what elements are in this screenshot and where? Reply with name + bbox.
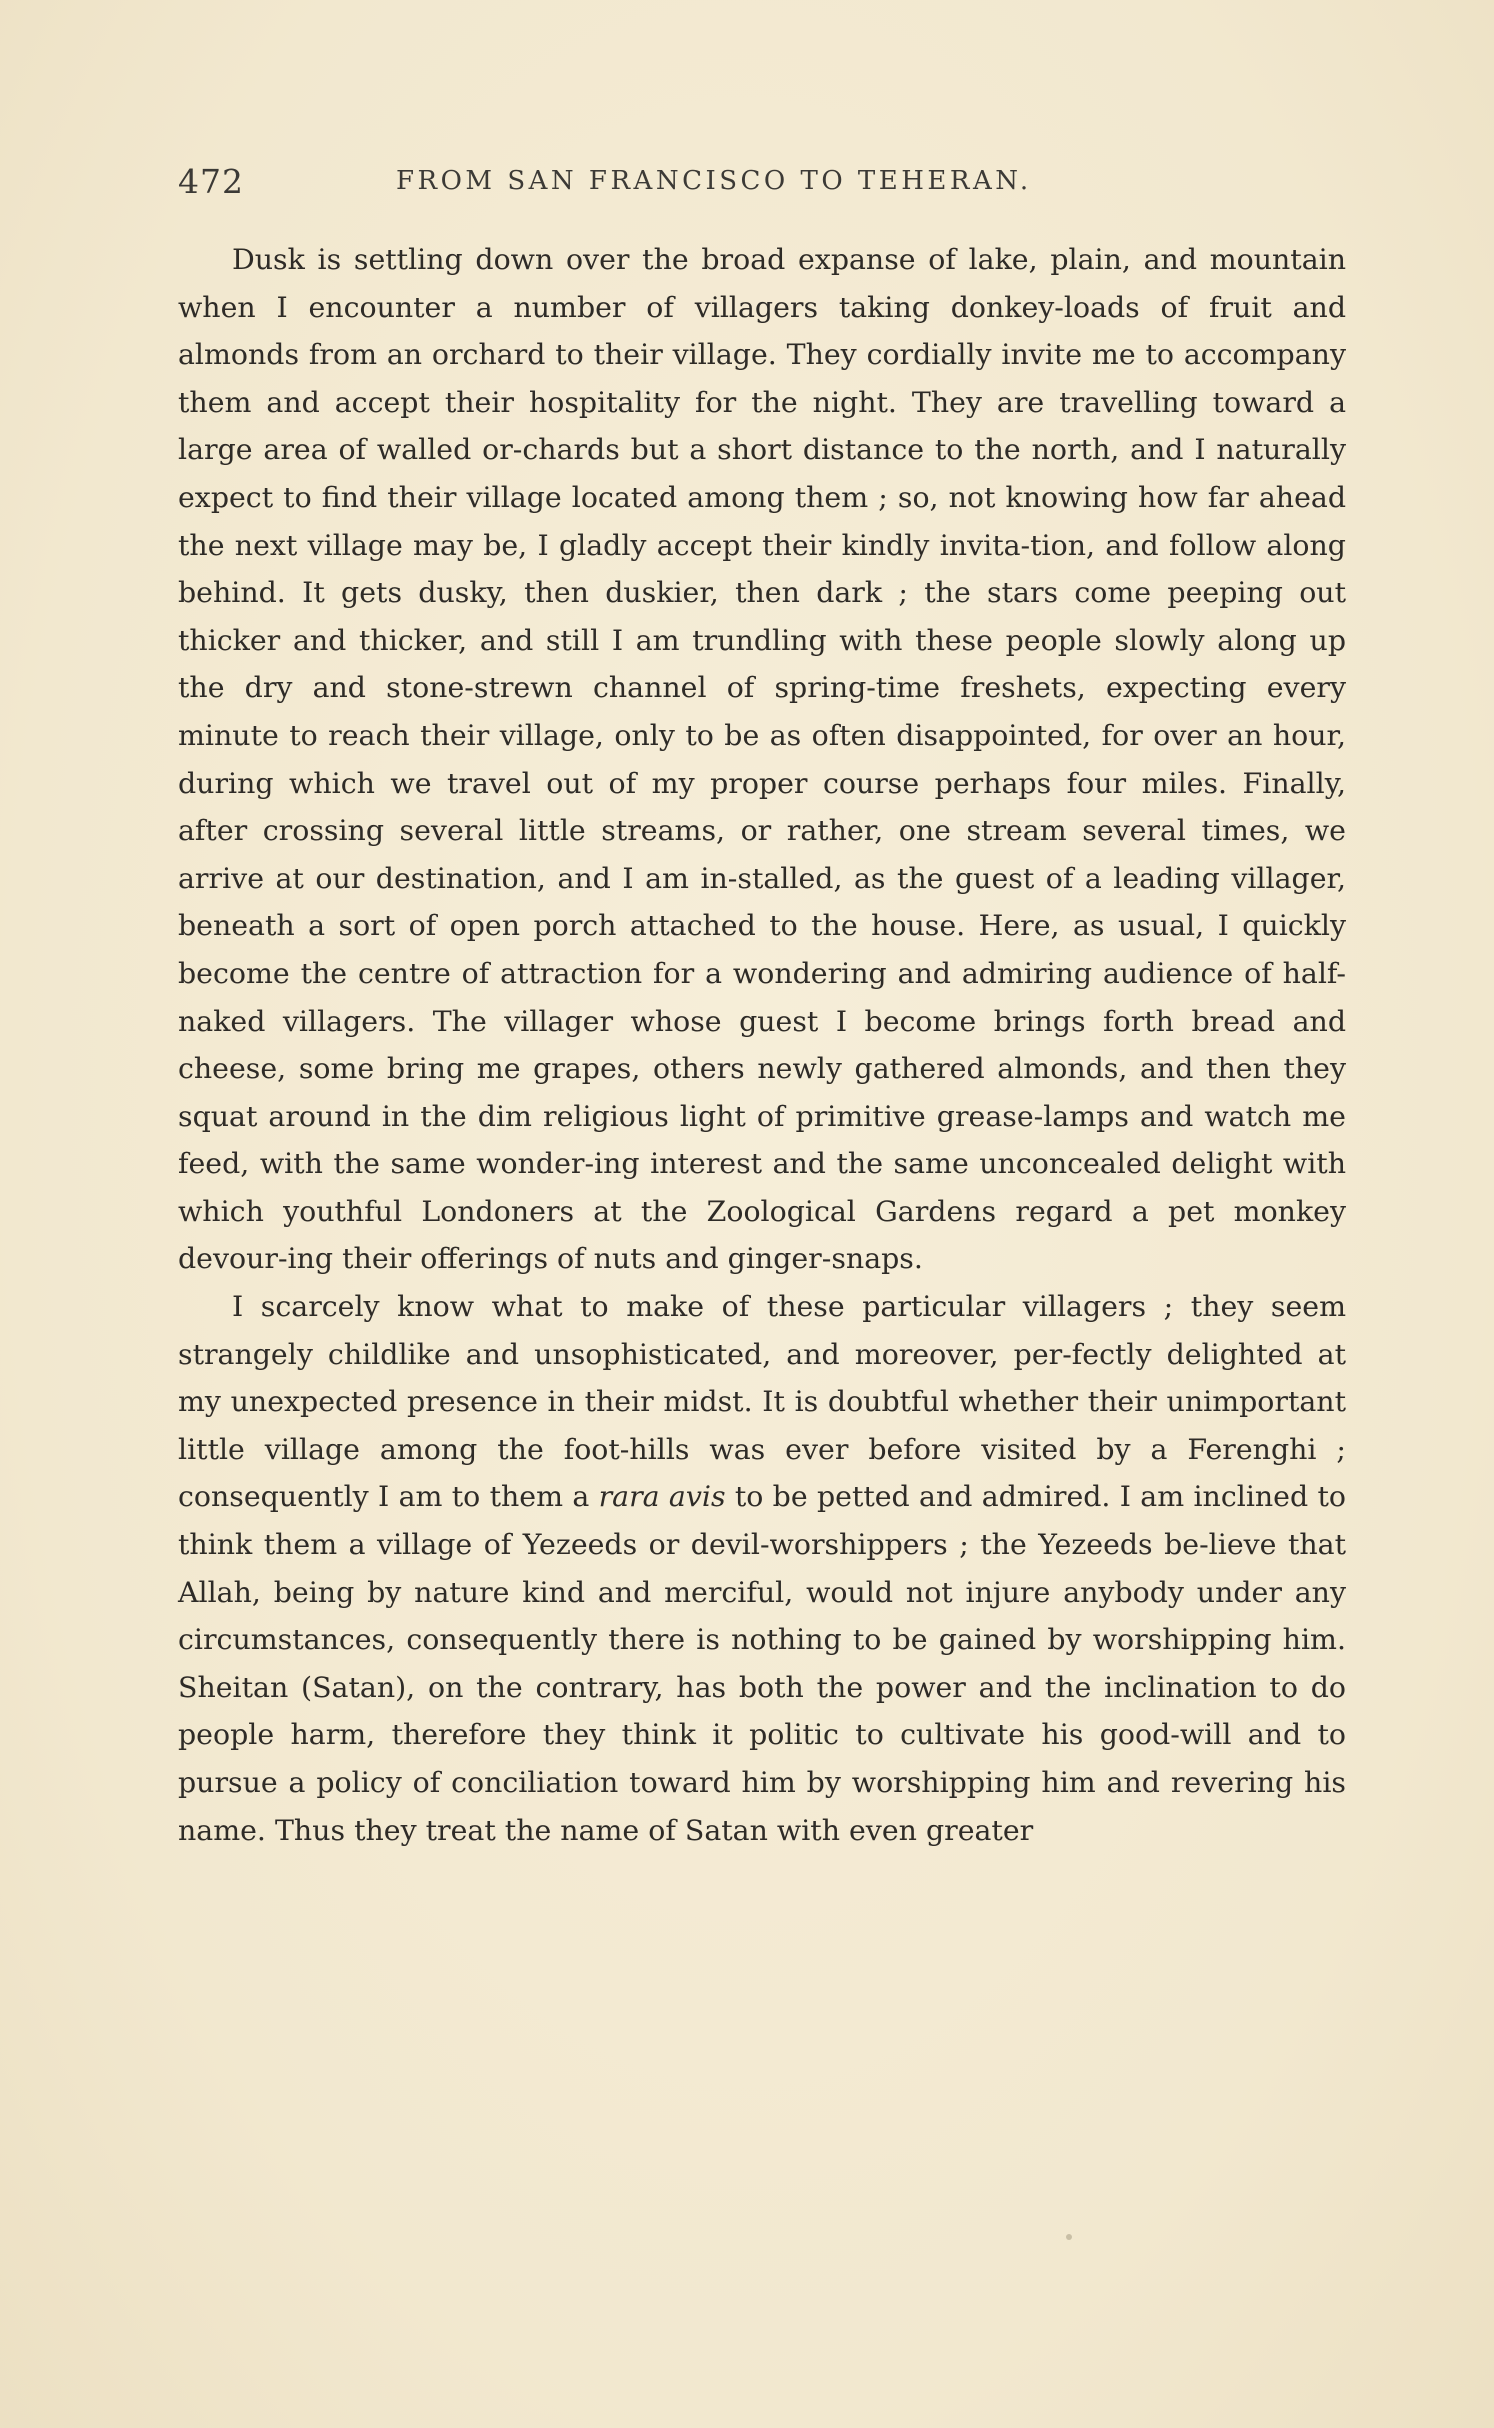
paragraph-text: to be petted and admired. I am inclined to think them a village of Yezeeds or devil-worshippers ; the Yezeeds be-lieve that Allah, being by nature kind and merciful, would not injure anybody under any circumstances, consequently there is nothing to be gained by worshipping him. Sheitan (Satan), on the contrary, has both the power and the inclination to do people harm, therefore they think it politic to cultivate his good-will and to pursue a policy of conciliation toward him by worshipping him and revering his name. Thus they treat the name of Satan with even greater [178,1480,1346,1847]
page-header [178,162,1358,208]
page-number: 472 [178,162,244,201]
italic-phrase: rara avis [598,1480,726,1514]
paper-speck [1066,2234,1072,2240]
paragraph-text: I scarcely know what to make of these particular villagers ; they seem strangely childlike and unsophisticated, and moreover, per-fectly delighted at my unexpected presence in their midst. It is doubtful whether their unimportant little village among the foot-hills was ever before visited by a Ferenghi ; consequently I am to them a [178,1290,1346,1514]
running-head: FROM SAN FRANCISCO TO TEHERAN. [396,166,1032,196]
paragraph: Dusk is settling down over the broad expanse of lake, plain, and mountain when I encounter a number of villagers taking donkey-loads of fruit and almonds from an orchard to their village. They cordially invite me to accompany them and accept their hospitality for the night. They are travelling toward a large area of walled or-chards but a short distance to the north, and I naturally expect to find their village located among them ; so, not knowing how far ahead the next village may be, I gladly accept their kindly invita-tion, and follow along behind. It gets dusky, then duskier, then dark ; the stars come peeping out thicker and thicker, and still I am trundling with these people slowly along up the dry and stone-strewn channel of spring-time freshets, expecting every minute to reach their village, only to be as often disappointed, for over an hour, during which we travel out of my proper course perhaps four miles. Finally, after crossing several little streams, or rather, one stream several times, we arrive at our destination, and I am in-stalled, as the guest of a leading villager, beneath a sort of open porch attached to the house. Here, as usual, I quickly become the centre of attraction for a wondering and admiring audience of half-naked villagers. The villager whose guest I become brings forth bread and cheese, some bring me grapes, others newly gathered almonds, and then they squat around in the dim religious light of primitive grease-lamps and watch me feed, with the same wonder-ing interest and the same unconcealed delight with which youthful Londoners at the Zoological Gardens regard a pet monkey devour-ing their offerings of nuts and ginger-snaps. [178,243,1346,1276]
paragraph [178,1283,1346,1854]
body-text [178,236,1346,1854]
